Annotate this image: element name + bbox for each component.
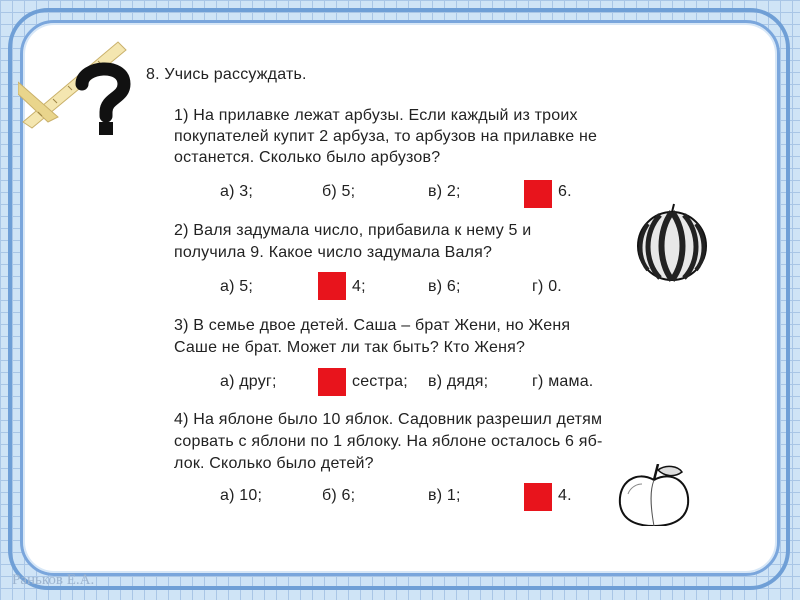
problem4-option-d: 4.: [558, 487, 572, 504]
problem3-option-d: г) мама.: [532, 373, 594, 390]
problem3-line1: 3) В семье двое детей. Саша – брат Жени, но Женя: [174, 317, 571, 334]
author-credit: Раньков Е.А.: [12, 572, 95, 588]
problem3-option-a: а) друг;: [220, 373, 277, 390]
apple-icon: [614, 464, 694, 526]
problem4-option-c: в) 1;: [428, 487, 461, 504]
problem1-option-c: в) 2;: [428, 183, 461, 200]
problem4-option-a: а) 10;: [220, 487, 263, 504]
answer-marker: [524, 180, 552, 208]
problem4-line2: сорвать с яблони по 1 яблоку. На яблоне осталось 6 яб-: [174, 433, 603, 450]
watermelon-icon: [630, 200, 714, 284]
problem1-line3: останется. Сколько было арбузов?: [174, 149, 441, 166]
problem2-line1: 2) Валя задумала число, прибавила к нему 5 и: [174, 222, 532, 239]
problem2-line2: получила 9. Какое число задумала Валя?: [174, 244, 493, 261]
answer-marker: [318, 368, 346, 396]
problem2-option-a: а) 5;: [220, 278, 254, 295]
problem1-option-b: б) 5;: [322, 183, 356, 200]
problem4-option-b: б) 6;: [322, 487, 356, 504]
problem1-line1: 1) На прилавке лежат арбузы. Если каждый из троих: [174, 107, 578, 124]
problem3-option-c: в) дядя;: [428, 373, 489, 390]
answer-marker: [524, 483, 552, 511]
problem1-option-d: 6.: [558, 183, 572, 200]
problem4-line1: 4) На яблоне было 10 яблок. Садовник разрешил детям: [174, 411, 603, 428]
problem2-option-b: 4;: [352, 278, 366, 295]
problem3-line2: Саше не брат. Может ли так быть? Кто Женя?: [174, 339, 526, 356]
exercise-title: 8. Учись рассуждать.: [146, 66, 307, 83]
problem3-option-b: сестра;: [352, 373, 408, 390]
problem2-option-c: в) 6;: [428, 278, 461, 295]
problem1-option-a: а) 3;: [220, 183, 254, 200]
problem1-line2: покупателей купит 2 арбуза, то арбузов на прилавке не: [174, 128, 598, 145]
problem4-line3: лок. Сколько было детей?: [174, 455, 374, 472]
problem2-option-d: г) 0.: [532, 278, 562, 295]
answer-marker: [318, 272, 346, 300]
